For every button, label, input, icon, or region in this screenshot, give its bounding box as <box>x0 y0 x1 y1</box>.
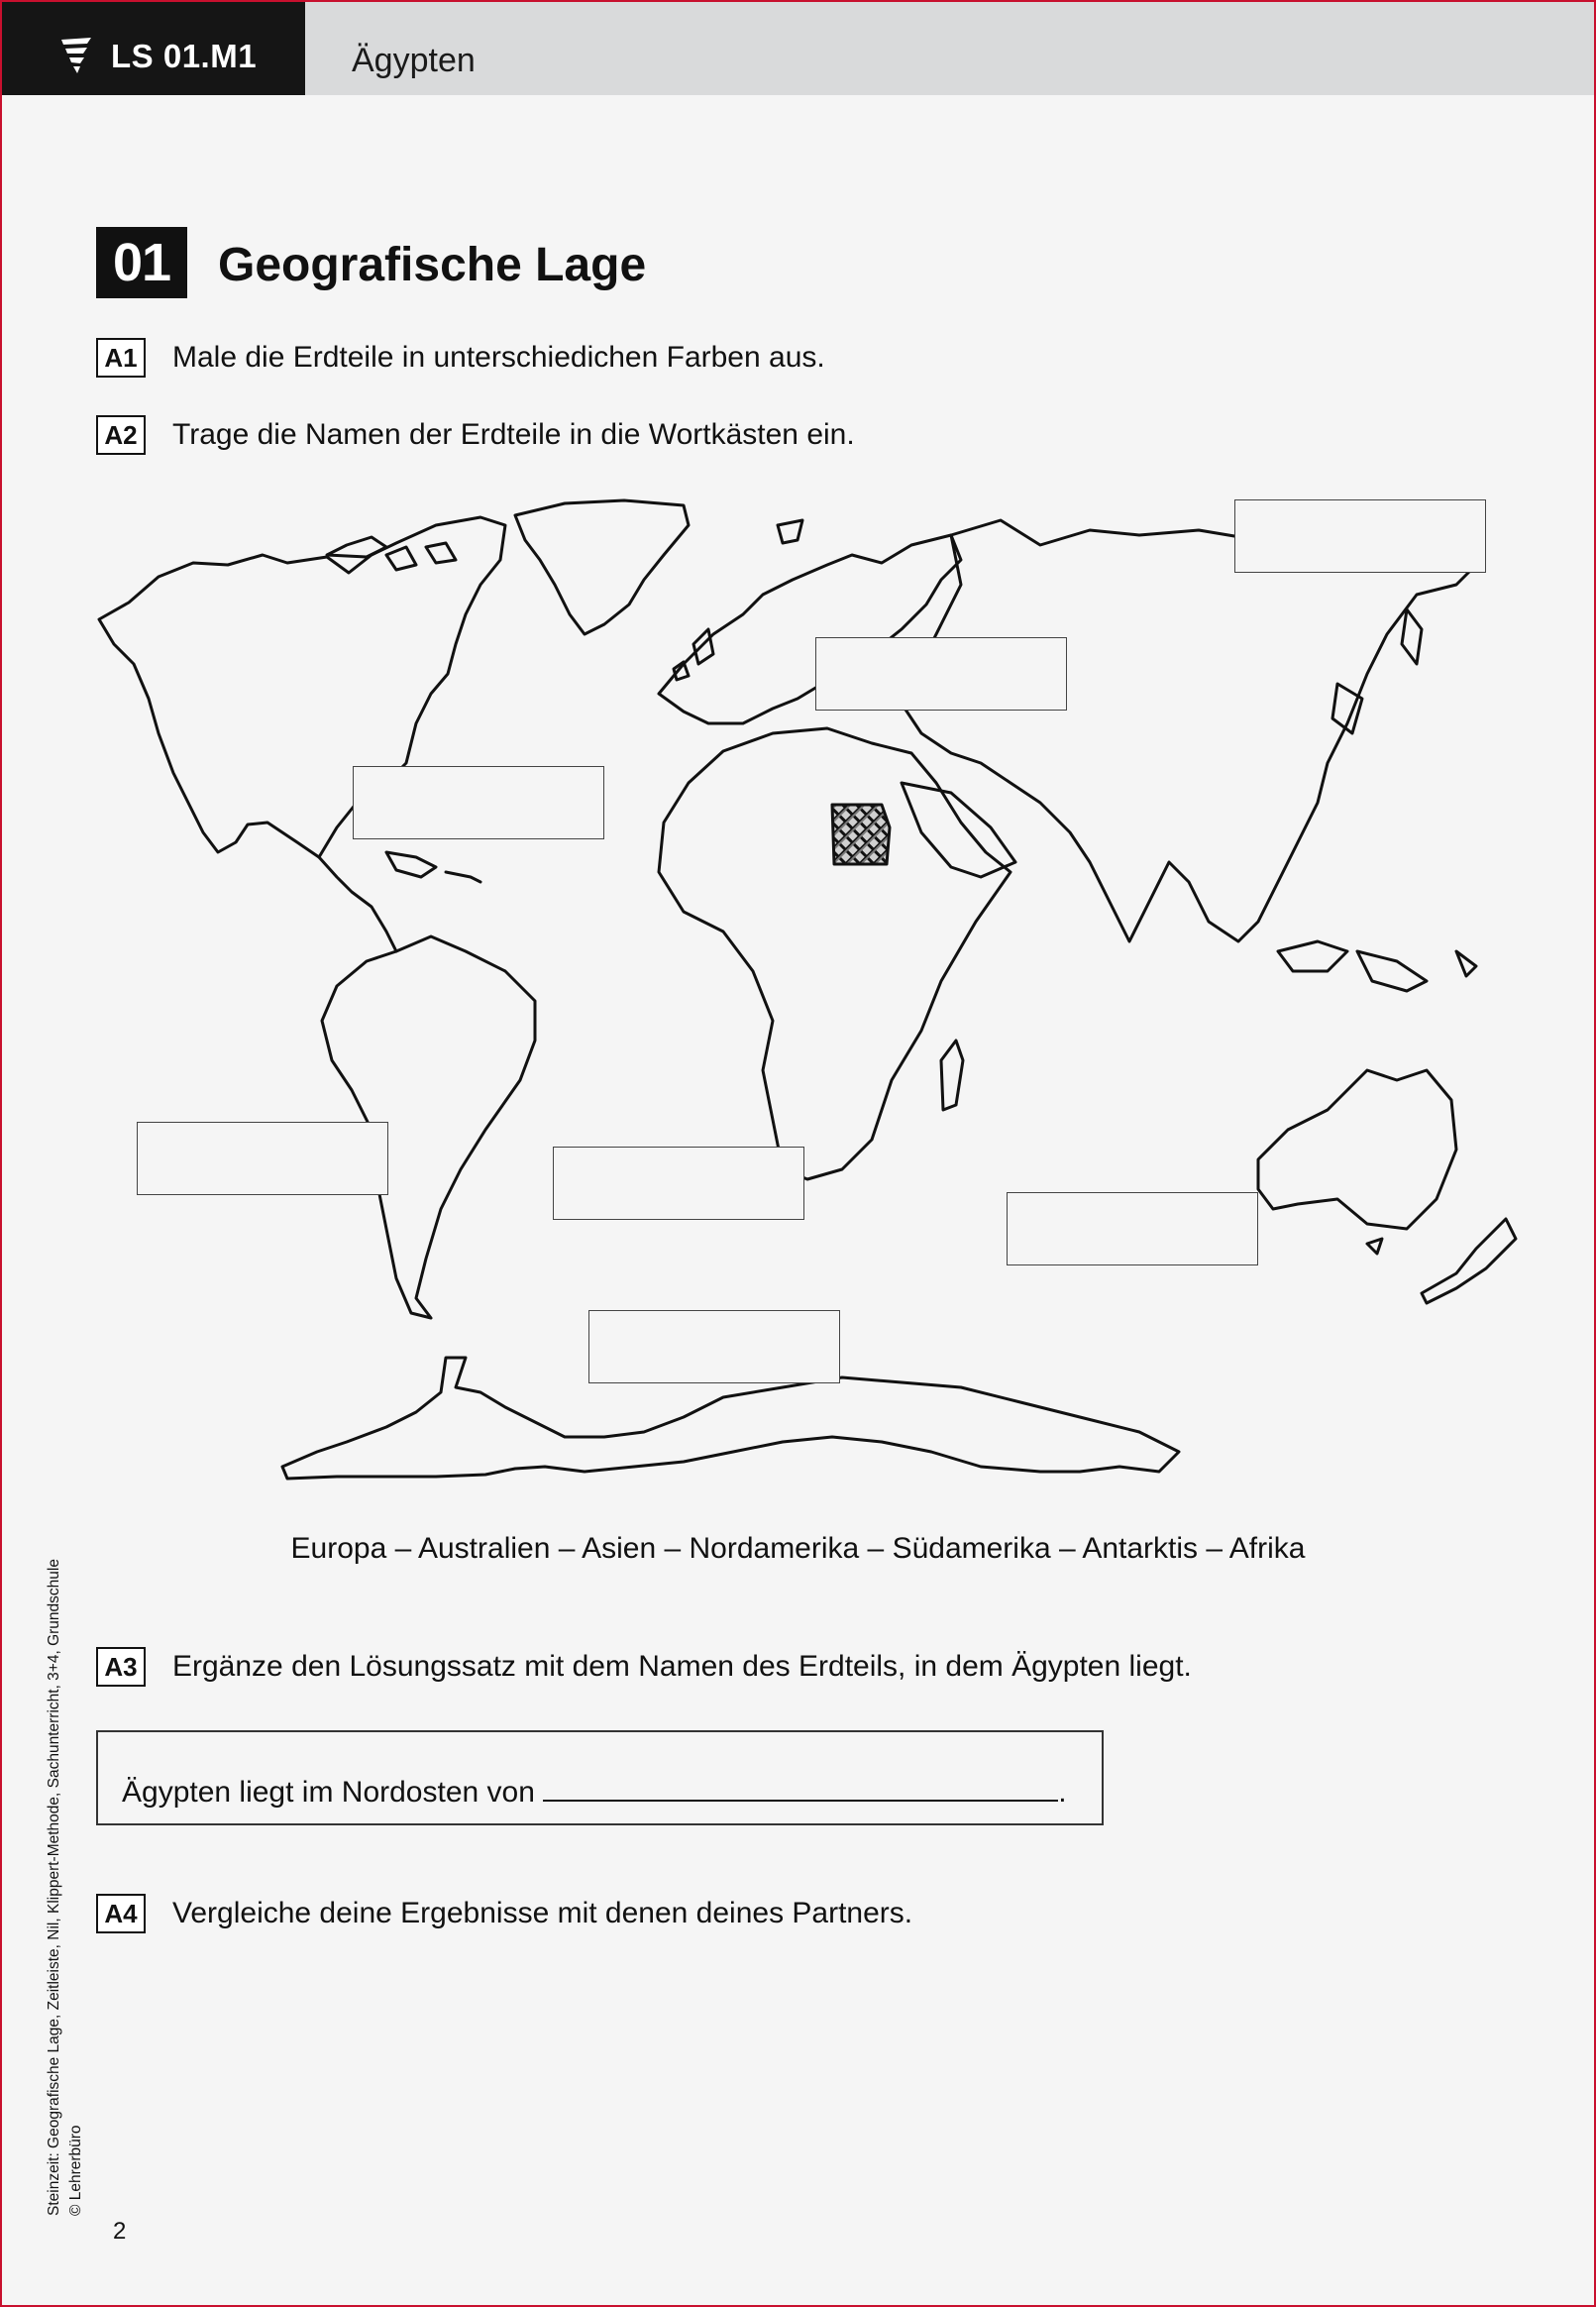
word-box-africa[interactable] <box>553 1147 804 1220</box>
copyright-sidebar <box>44 1559 87 2216</box>
word-box-europe[interactable] <box>815 637 1067 711</box>
task-text-a2: Trage die Namen der Erdteile in die Wortkästen ein. <box>172 418 855 451</box>
task-text-a3: Ergänze den Lösungssatz mit dem Namen des Erdteils, in dem Ägypten liegt. <box>172 1650 1192 1683</box>
answer-prefix: Ägypten liegt im Nordosten von <box>122 1776 544 1809</box>
australia-outline <box>1258 1070 1456 1229</box>
africa-outline <box>659 728 1011 1179</box>
answer-suffix: . <box>1058 1776 1067 1809</box>
sidebar-copyright-line: © Lehrerbüro <box>67 2125 84 2216</box>
sidebar-source-line: Steinzeit: Geografische Lage, Zeitleiste, Nil, Klippert-Methode, Sachunterricht, 3+4, Grundschule <box>46 1559 62 2216</box>
task-badge-a4: A4 <box>96 1894 146 1933</box>
asia-outline <box>902 520 1476 941</box>
answer-blank-line[interactable] <box>543 1774 1058 1802</box>
egypt-highlight <box>832 805 890 864</box>
answer-sentence <box>122 1774 1067 1810</box>
task-text-a4: Vergleiche deine Ergebnisse mit denen deines Partners. <box>172 1897 913 1929</box>
task-text-a1: Male die Erdteile in unterschiedichen Farben aus. <box>172 341 825 374</box>
task-badge-a3: A3 <box>96 1647 146 1687</box>
word-box-asia[interactable] <box>1234 499 1486 573</box>
word-box-antarctica[interactable] <box>588 1310 840 1383</box>
greenland-outline <box>515 500 689 634</box>
worksheet-code-badge <box>2 2 305 95</box>
header-title: Ägypten <box>352 42 476 79</box>
task-badge-a2: A2 <box>96 415 146 455</box>
section-title: Geografische Lage <box>218 239 647 291</box>
word-box-australia[interactable] <box>1007 1192 1258 1265</box>
word-box-north-america[interactable] <box>353 766 604 839</box>
tornado-icon <box>59 36 93 75</box>
word-box-south-america[interactable] <box>137 1122 388 1195</box>
continent-word-list: Europa – Australien – Asien – Nordamerika – Südamerika – Antarktis – Afrika <box>290 1532 1306 1565</box>
task-badge-a1: A1 <box>96 338 146 378</box>
worksheet-code: LS 01.M1 <box>111 38 258 74</box>
answer-box <box>96 1730 1104 1825</box>
section-number: 01 <box>96 227 187 298</box>
page-number: 2 <box>113 2218 127 2245</box>
